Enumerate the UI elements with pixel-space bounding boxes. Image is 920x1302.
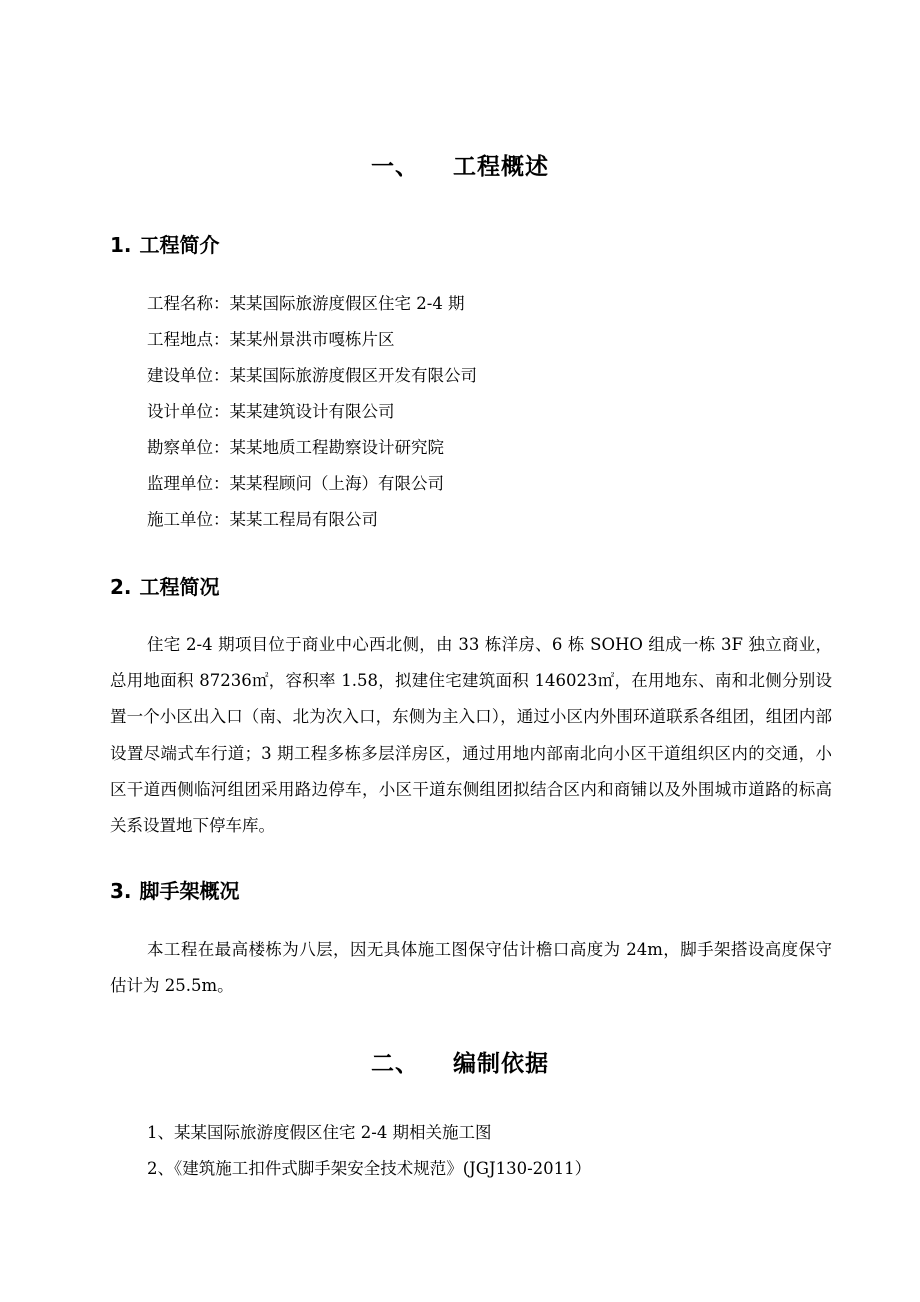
info-supervisor: 监理单位：某某程顾问（上海）有限公司 xyxy=(147,474,444,493)
basis-item: 1、某某国际旅游度假区住宅 2-4 期相关施工图 xyxy=(147,1123,492,1142)
subheading-number: 1. xyxy=(110,233,132,257)
subheading-project-intro xyxy=(110,231,220,259)
info-project-location: 工程地点：某某州景洪市嘎栋片区 xyxy=(147,330,395,349)
info-surveyor: 勘察单位：某某地质工程勘察设计研究院 xyxy=(147,438,444,457)
info-designer: 设计单位：某某建筑设计有限公司 xyxy=(147,402,395,421)
info-owner: 建设单位：某某国际旅游度假区开发有限公司 xyxy=(147,366,477,385)
project-overview-paragraph: 住宅 2-4 期项目位于商业中心西北侧，由 33 栋洋房、6 栋 SOHO 组成一栋 3F 独立商业，总用地面积 87236㎡，容积率 1.58，拟建住宅建筑面积 146023㎡，在用地东、南和北侧分别设置一个小区出入口（南、北为次入口，东侧为主入口），通过小区内外围环道联系各组团，组团内部设置尽端式车行道；3 期工程多栋多层洋房区，通过用地内部南北向小区干道组织区内的交通，小区干道西侧临河组团采用路边停车，小区干道东侧组团拟结合区内和商铺以及外围城市道路的标高关系设置地下停车库。 xyxy=(110,635,832,836)
subheading-number: 3. xyxy=(110,879,132,903)
info-project-name: 工程名称：某某国际旅游度假区住宅 2-4 期 xyxy=(147,294,465,313)
info-contractor: 施工单位：某某工程局有限公司 xyxy=(147,510,378,529)
section-heading-overview xyxy=(0,152,920,182)
subheading-number: 2. xyxy=(110,575,132,599)
scaffold-overview-paragraph: 本工程在最高楼栋为八层，因无具体施工图保守估计檐口高度为 24m，脚手架搭设高度保守估计为 25.5m。 xyxy=(110,940,832,996)
section-title: 工程概述 xyxy=(453,154,549,180)
section-title: 编制依据 xyxy=(453,1051,549,1077)
basis-item: 2、《建筑施工扣件式脚手架安全技术规范》(JGJ130-2011） xyxy=(147,1159,592,1178)
subheading-title: 工程简况 xyxy=(139,575,220,599)
section-number: 二、 xyxy=(371,1051,419,1077)
subheading-title: 脚手架概况 xyxy=(139,879,240,903)
section-number: 一、 xyxy=(371,154,419,180)
section-heading-basis xyxy=(0,1049,920,1079)
subheading-title: 工程简介 xyxy=(139,233,220,257)
subheading-project-overview xyxy=(110,573,220,601)
subheading-scaffold-overview xyxy=(110,877,240,905)
